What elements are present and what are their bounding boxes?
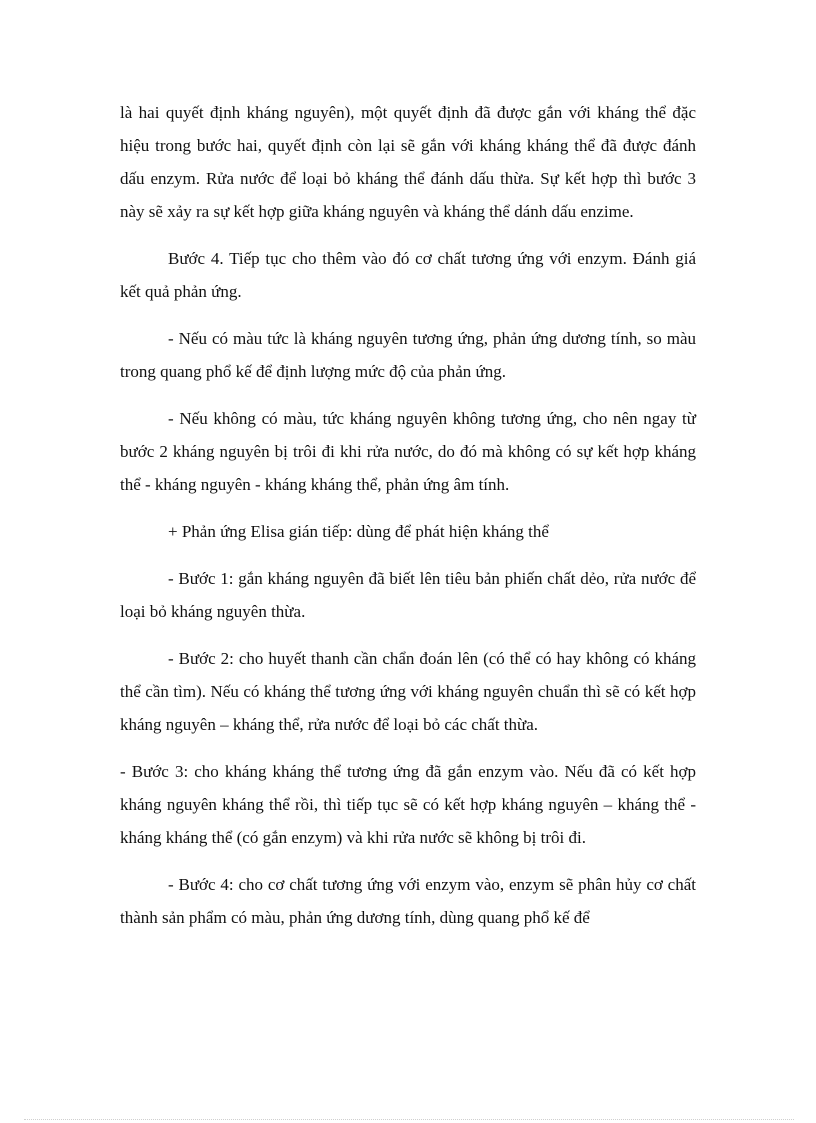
paragraph-step-4: Bước 4. Tiếp tục cho thêm vào đó cơ chất tương ứng với enzym. Đánh giá kết quả phản ứng. (120, 249, 696, 301)
paragraph-indirect-step-3: - Bước 3: cho kháng kháng thể tương ứng đã gắn enzym vào. Nếu đã có kết hợp kháng nguyên kháng thể rồi, thì tiếp tục sẽ có kết hợp kháng nguyên – kháng thể - kháng kháng thể (có gắn enzym) và khi rửa nước sẽ không bị trôi đi. (120, 762, 696, 847)
document-body (120, 96, 696, 948)
paragraph-indirect-step-4: - Bước 4: cho cơ chất tương ứng với enzym vào, enzym sẽ phân hủy cơ chất thành sản phẩm có màu, phản ứng dương tính, dùng quang phổ kế để (120, 875, 696, 927)
paragraph-indirect-elisa-heading: + Phản ứng Elisa gián tiếp: dùng để phát hiện kháng thể (168, 522, 549, 541)
paragraph-positive-result: - Nếu có màu tức là kháng nguyên tương ứng, phản ứng dương tính, so màu trong quang phổ kế để định lượng mức độ của phản ứng. (120, 329, 696, 381)
paragraph-indirect-step-1: - Bước 1: gắn kháng nguyên đã biết lên tiêu bản phiến chất dẻo, rửa nước để loại bỏ kháng nguyên thừa. (120, 569, 696, 621)
paragraph-indirect-step-2: - Bước 2: cho huyết thanh cần chẩn đoán lên (có thể có hay không có kháng thể cần tìm). Nếu có kháng thể tương ứng với kháng nguyên chuẩn thì sẽ có kết hợp kháng nguyên – kháng thể, rửa nước để loại bỏ các chất thừa. (120, 649, 696, 734)
page-bottom-divider (24, 1119, 794, 1120)
paragraph-negative-result: - Nếu không có màu, tức kháng nguyên không tương ứng, cho nên ngay từ bước 2 kháng nguyên bị trôi đi khi rửa nước, do đó mà không có sự kết hợp kháng thể - kháng nguyên - kháng kháng thể, phản ứng âm tính. (120, 409, 696, 494)
paragraph-continuation: là hai quyết định kháng nguyên), một quyết định đã được gắn với kháng thể đặc hiệu trong bước hai, quyết định còn lại sẽ gắn với kháng kháng thể đã được đánh dấu enzym. Rửa nước để loại bỏ kháng thể đánh dấu thừa. Sự kết hợp thì bước 3 này sẽ xảy ra sự kết hợp giữa kháng nguyên và kháng thể dánh dấu enzime. (120, 103, 696, 221)
